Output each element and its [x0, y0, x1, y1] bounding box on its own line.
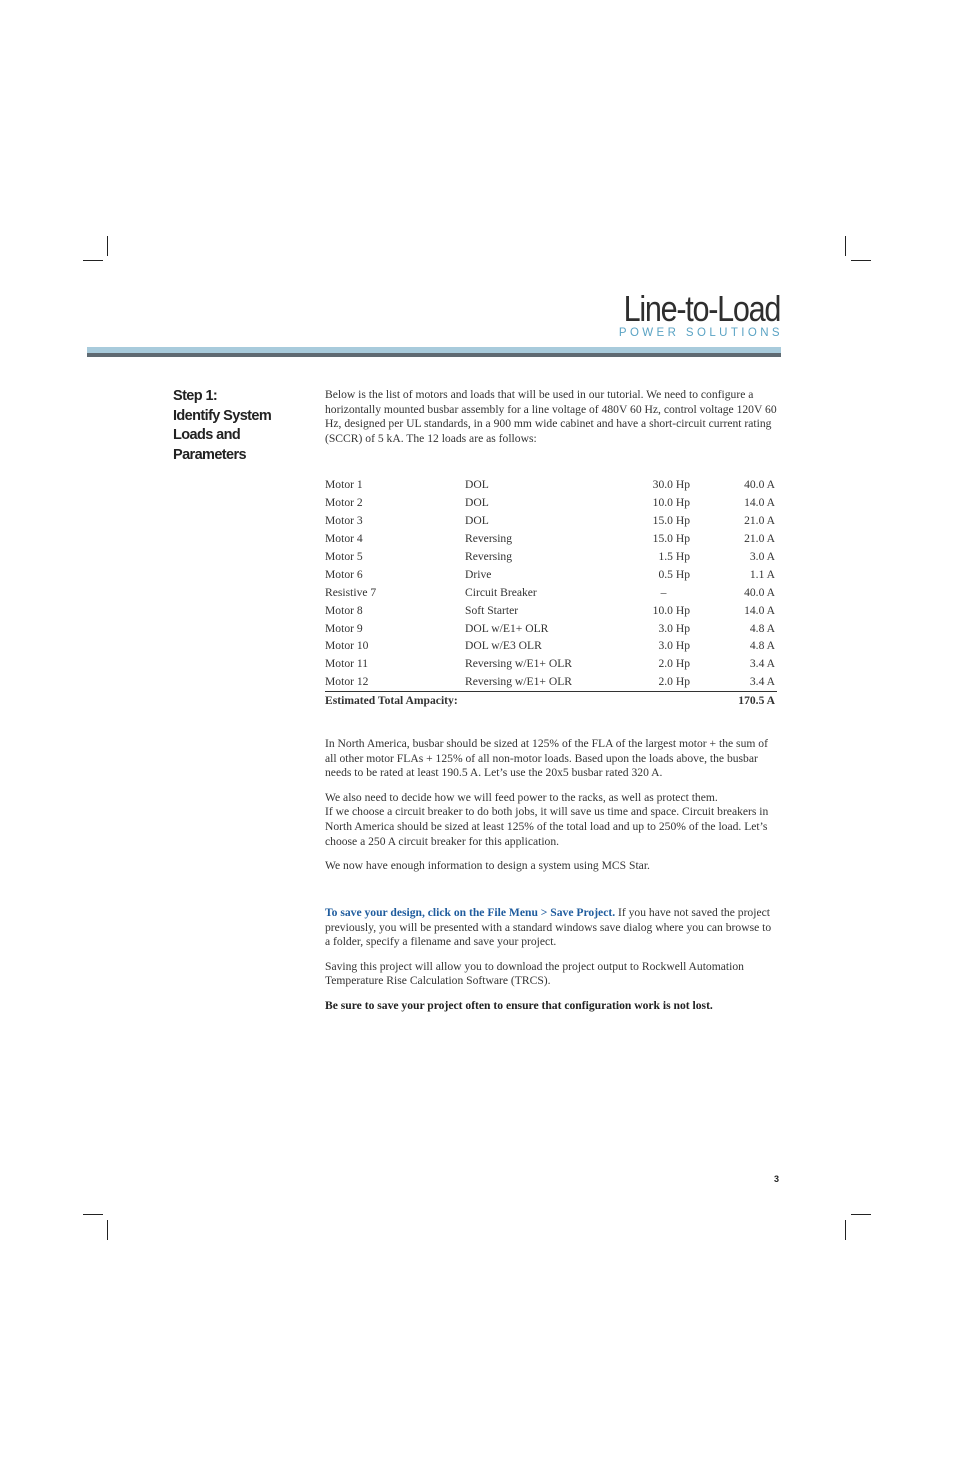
load-type: Soft Starter: [465, 603, 519, 617]
intro-section: [325, 388, 777, 456]
load-hp: 2.0 Hp: [658, 657, 690, 671]
load-amps: 40.0 A: [744, 478, 775, 492]
feed-line: If we choose a circuit breaker to do both jobs, it will save us time and space. Circuit breakers in North America should be sized at least 125% of the total load and up to 250% of the load. Let’s choose a 250 A circuit breaker for this application.: [325, 805, 769, 848]
crop-mark: [83, 260, 103, 261]
total-label: Estimated Total Ampacity:: [325, 691, 690, 710]
load-amps: 4.8 A: [749, 639, 775, 653]
brand-subtitle: POWER SOLUTIONS: [618, 327, 783, 339]
header-band-dark: [87, 353, 781, 357]
sizing-section: [325, 737, 777, 884]
load-hp: 3.0 Hp: [658, 621, 690, 635]
load-name: Motor 3: [325, 514, 363, 528]
crop-mark: [845, 236, 846, 256]
load-name: Resistive 7: [325, 585, 377, 599]
load-amps: 3.0 A: [749, 550, 775, 563]
load-hp: 1.5 Hp: [658, 550, 690, 563]
load-hp: 0.5 Hp: [658, 567, 690, 581]
feed-line: We also need to decide how we will feed power to the racks, as well as protect them.: [325, 790, 718, 804]
load-name: Motor 2: [325, 496, 363, 510]
save-paragraph: [325, 906, 777, 950]
save-section: [325, 906, 777, 1024]
crop-mark: [107, 1220, 108, 1240]
table-row: [325, 583, 777, 601]
brand-logo: [596, 288, 783, 339]
step-heading-line1: Step 1:: [173, 388, 218, 404]
load-name: Motor 6: [325, 567, 363, 581]
load-amps: 14.0 A: [744, 603, 775, 617]
table-row: [325, 548, 777, 566]
table-row: [325, 637, 777, 655]
load-hp: 10.0 Hp: [652, 496, 690, 510]
crop-mark: [845, 1220, 846, 1240]
load-name: Motor 10: [325, 639, 369, 653]
load-type: DOL: [465, 478, 489, 492]
load-amps: 3.4 A: [749, 675, 775, 689]
load-type: Drive: [465, 567, 492, 581]
load-name: Motor 5: [325, 550, 363, 563]
feed-paragraph: [325, 791, 777, 849]
trcs-paragraph: Saving this project will allow you to download the project output to Rockwell Automation Temperature Rise Calculation Software (TRCS).: [325, 959, 744, 988]
load-hp: 15.0 Hp: [652, 514, 690, 528]
load-type: Reversing: [465, 532, 513, 546]
load-amps: 21.0 A: [744, 532, 775, 546]
load-name: Motor 1: [325, 478, 363, 492]
total-row: [325, 691, 777, 710]
save-note: Be sure to save your project often to ensure that configuration work is not lost.: [325, 998, 713, 1012]
crop-mark: [851, 1214, 871, 1215]
save-detail: If you have not saved the project previously, you will be presented with a standard windows save dialog where you can browse to a folder, specify a filename and save your project.: [325, 906, 772, 949]
load-name: Motor 4: [325, 532, 363, 546]
step-heading-line3: Loads and Parameters: [173, 427, 246, 463]
load-hp: –: [660, 585, 667, 599]
load-hp: 15.0 Hp: [652, 532, 690, 546]
table-row: [325, 619, 777, 637]
load-type: DOL: [465, 514, 489, 528]
total-value: 170.5 A: [690, 691, 777, 710]
load-amps: 14.0 A: [744, 496, 775, 510]
load-type: DOL: [465, 496, 489, 510]
load-amps: 4.8 A: [749, 621, 775, 635]
crop-mark: [83, 1214, 103, 1215]
save-instruction: To save your design, click on the File Menu > Save Project.: [325, 906, 616, 919]
table-row: [325, 494, 777, 512]
load-amps: 3.4 A: [749, 657, 775, 671]
enough-paragraph: We now have enough information to design a system using MCS Star.: [325, 859, 650, 873]
step-heading-line2: Identify System: [173, 407, 272, 424]
load-name: Motor 9: [325, 621, 363, 635]
load-amps: 40.0 A: [744, 585, 775, 599]
intro-paragraph: Below is the list of motors and loads that will be used in our tutorial. We need to configure a horizontally mounted busbar assembly for a line voltage of 480V 60 Hz, control voltage 120V 60 Hz, designed per UL standards, in a 900 mm wide cabinet and have a short-circuit current rating (SCCR) of 5 kA. The 12 loads are as follows:: [325, 388, 777, 445]
load-hp: 10.0 Hp: [652, 603, 690, 617]
table-row: [325, 673, 777, 691]
load-type: Reversing w/E1+ OLR: [465, 657, 573, 671]
table-row: [325, 655, 777, 673]
load-type: Circuit Breaker: [465, 585, 537, 599]
table-row: [325, 565, 777, 583]
load-type: Reversing: [465, 550, 513, 563]
load-type: DOL w/E3 OLR: [465, 639, 542, 653]
load-hp: 30.0 Hp: [652, 478, 690, 492]
load-type: DOL w/E1+ OLR: [465, 621, 549, 635]
load-type: Reversing w/E1+ OLR: [465, 675, 573, 689]
crop-mark: [107, 236, 108, 256]
page-number: 3: [774, 1174, 780, 1184]
brand-title: Line-to-Load: [623, 288, 780, 329]
crop-mark: [851, 260, 871, 261]
load-hp: 2.0 Hp: [658, 675, 690, 689]
load-amps: 1.1 A: [749, 567, 775, 581]
table-row: [325, 476, 777, 494]
busbar-paragraph: In North America, busbar should be sized at 125% of the FLA of the largest motor + the sum of all other motor FLAs + 125% of all non-motor loads. Based upon the loads above, the busbar needs to be rated at least 190.5 A. Let’s use the 20x5 busbar rated 320 A.: [325, 737, 768, 780]
load-name: Motor 8: [325, 603, 363, 617]
table-row: [325, 601, 777, 619]
loads-table: [325, 476, 777, 710]
step-heading: [173, 387, 313, 465]
load-name: Motor 12: [325, 675, 369, 689]
load-amps: 21.0 A: [744, 514, 775, 528]
table-row: [325, 512, 777, 530]
table-row: [325, 530, 777, 548]
load-hp: 3.0 Hp: [658, 639, 690, 653]
load-name: Motor 11: [325, 657, 369, 671]
